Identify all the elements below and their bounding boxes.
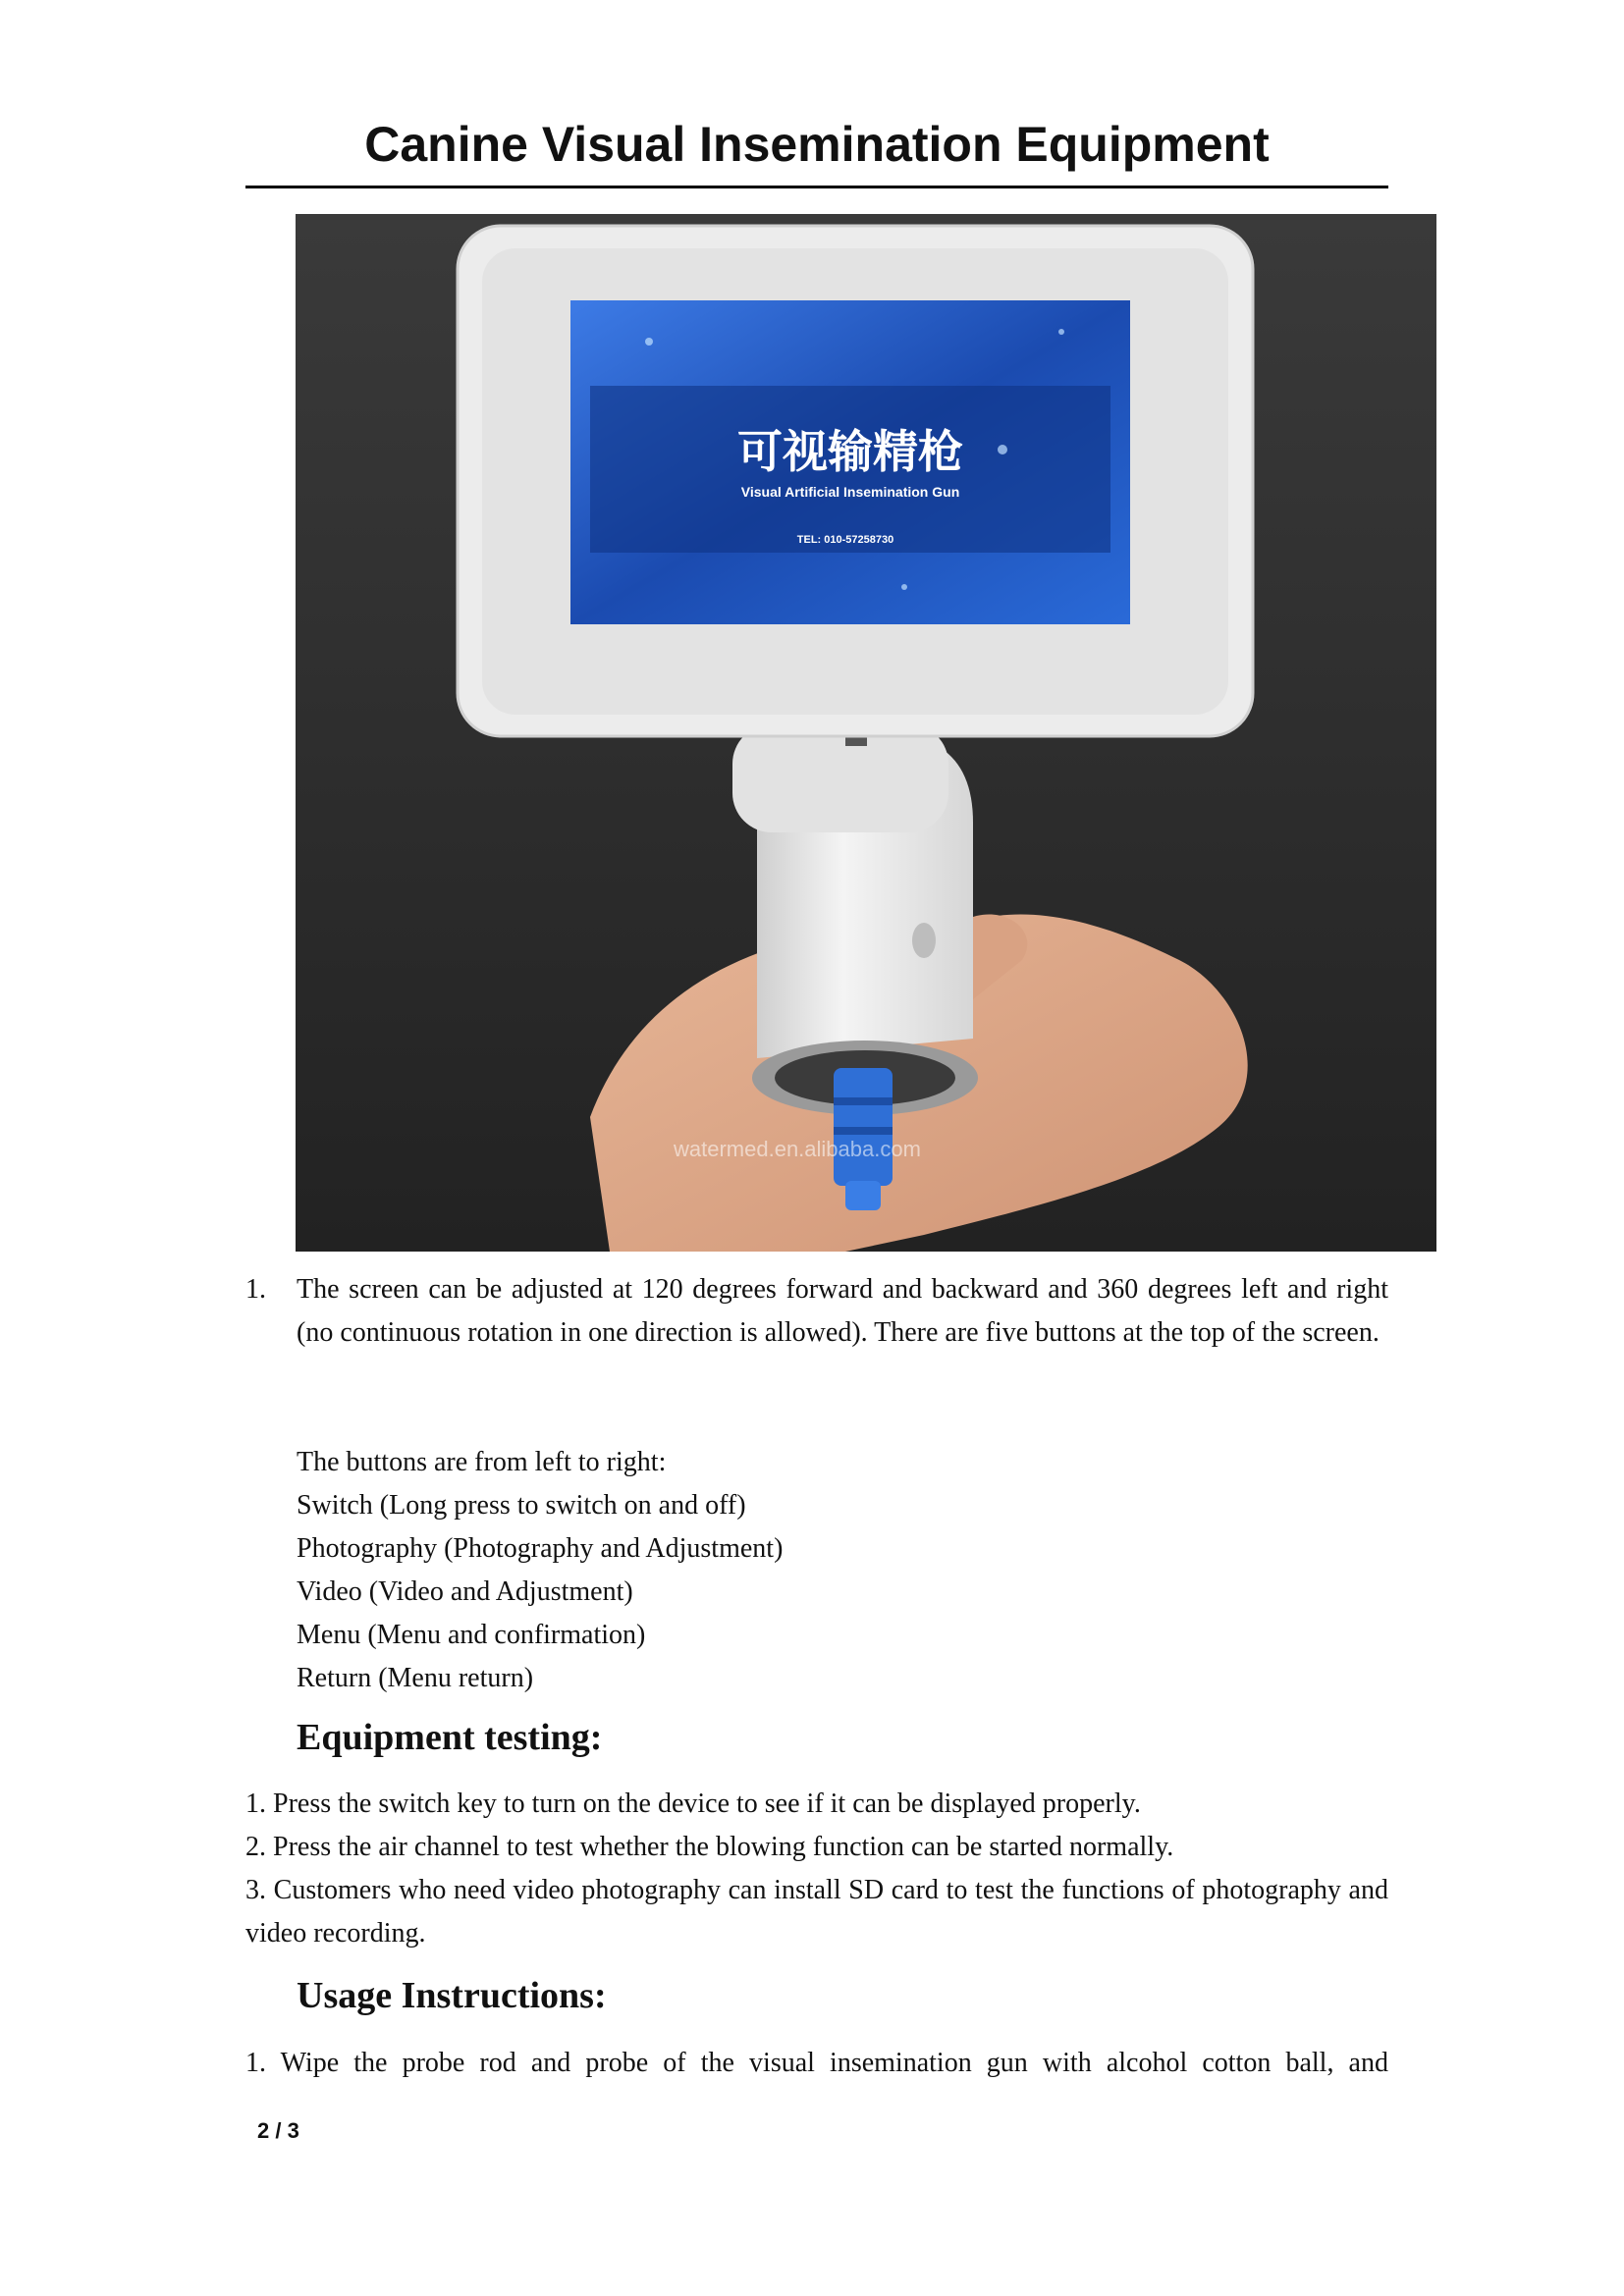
section-heading-testing: Equipment testing: bbox=[297, 1717, 603, 1758]
hinge bbox=[732, 724, 948, 832]
screen-subtitle: Visual Artificial Insemination Gun bbox=[740, 484, 960, 500]
testing-step: 2. Press the air channel to test whether the blowing function can be started normally. bbox=[245, 1832, 1174, 1862]
list-text: The screen can be adjusted at 120 degrees forward and backward and 360 degrees left and right (no continuous rotation in one direction is allowed). There are five buttons at the top of the screen. bbox=[297, 1274, 1388, 1348]
button-item-menu: Menu (Menu and confirmation) bbox=[297, 1620, 646, 1650]
button-item-photography: Photography (Photography and Adjustment) bbox=[297, 1533, 784, 1564]
button-item-return: Return (Menu return) bbox=[297, 1663, 534, 1693]
title-underline bbox=[245, 186, 1388, 188]
list-number: 1. bbox=[245, 1274, 266, 1305]
buttons-list bbox=[297, 1441, 1377, 1700]
product-photo bbox=[296, 214, 1436, 1252]
button-item-switch: Switch (Long press to switch on and off) bbox=[297, 1490, 746, 1521]
insemination-device-illustration bbox=[296, 214, 1436, 1252]
usage-step: 1. Wipe the probe rod and probe of the visual insemination gun with alcohol cotton ball, and bbox=[245, 2048, 1388, 2078]
buttons-intro: The buttons are from left to right: bbox=[297, 1447, 667, 1477]
document-title: Canine Visual Insemination Equipment bbox=[364, 117, 1270, 172]
testing-step: 3. Customers who need video photography can install SD card to test the functions of photography and video recording. bbox=[245, 1875, 1388, 1949]
screen-tel: TEL: 010-57258730 bbox=[796, 534, 894, 546]
testing-step: 1. Press the switch key to turn on the device to see if it can be displayed properly. bbox=[245, 1789, 1141, 1819]
usage-steps bbox=[245, 2042, 1388, 2085]
watermark: watermed.en.alibaba.com bbox=[674, 1137, 921, 1161]
section-heading-usage: Usage Instructions: bbox=[297, 1975, 607, 2016]
testing-steps bbox=[245, 1783, 1388, 1955]
screen-logo-text: 可视输精枪 bbox=[737, 425, 963, 478]
page-number: 2 / 3 bbox=[257, 2118, 299, 2143]
button-item-video: Video (Video and Adjustment) bbox=[297, 1576, 633, 1607]
